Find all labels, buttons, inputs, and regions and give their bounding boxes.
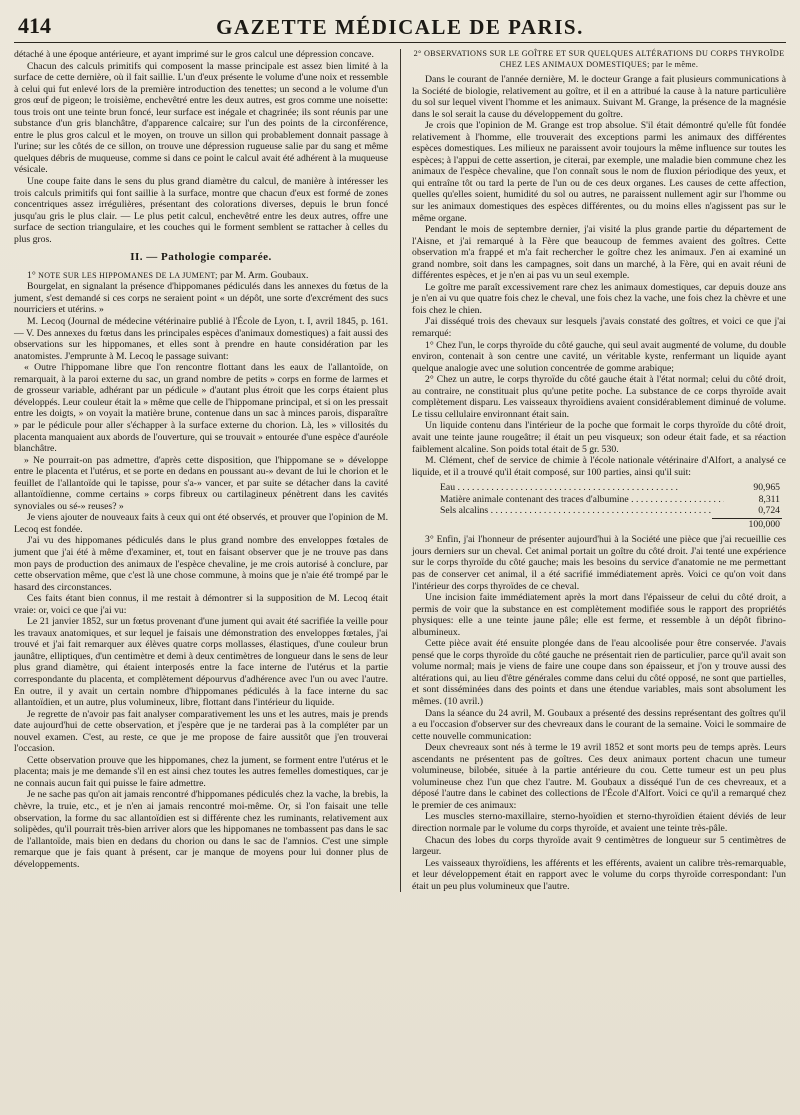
column-divider [400, 49, 401, 892]
paragraph: Chacun des lobes du corps thyroïde avait 9 centimètres de longueur sur 5 centimètres de largeur. [412, 834, 786, 858]
article-title [412, 49, 786, 70]
paragraph: M. Lecoq (Journal de médecine vétérinaire publié à l'École de Lyon, t. I, avril 1845, p. 161. — V. Des annexes du fœtus dans les principales espèces d'animaux domestiques) a fait aussi des observations sur les hippomanes, et elles sont à prendre en haute considération par les anatomistes. J'emprunte à M. Lecoq le passage suivant: [14, 316, 388, 362]
paragraph: Je crois que l'opinion de M. Grange est trop absolue. S'il était démontré qu'elle fût fondée relativement à l'homme, elle trouverait des exceptions parmi les animaux des différentes espèces domestiques. Les milieux ne paraissent avoir toujours la même influence sur toutes les espèces; à l'appui de cette assertion, je citerai, par exemple, une maladie bien commune chez les animaux de l'espèce chevaline, que l'on connaît sous le nom de fluxion périodique des yeux, et qui entraîne tôt ou tard la perte de l'un ou de ces deux organes. Les causes de cette affection, quelles qu'elles soient, humidité du sol ou autres, ne paraissent nullement agir sur l'homme ou sur les animaux domestiques des espèces différentes, ou du moins elles n'agissent pas sur le même organe. [412, 120, 786, 224]
right-column [409, 49, 786, 892]
paragraph: J'ai disséqué trois des chevaux sur lesquels j'avais constaté des goîtres, et voici ce que j'ai remarqué: [412, 316, 786, 340]
table-row [440, 482, 786, 494]
paragraph: détaché à une époque antérieure, et ayant imprimé sur le gros calcul une dépression concave. [14, 49, 374, 60]
paragraph: Le 21 janvier 1852, sur un fœtus provenant d'une jument qui avait été sacrifiée la veille pour les travaux anatomiques, et sur lequel je faisais une démonstration des enveloppes fœtales, j'ai trouvé et j'ai fait remarquer aux élèves quatre corps mollasses, élastiques, d'une couleur brun jaunâtre, elliptiques, d'un centimètre et demi à deux centimètres de longueur dans le sens de leur plus grand diamètre, qui étaient interposés entre la face interne de l'utérus et la partie correspondante du placenta, et complètement dépourvus d'adhérence avec l'un ou avec l'autre. En outre, il y avait un certain nombre d'hippomanes pédiculés à la face interne du sac allantoïdien, et un autre, plus volumineux, libre, flottant dans l'intérieur du liquide. [14, 616, 388, 709]
table-total-row [440, 519, 786, 531]
paragraph: 3° Enfin, j'ai l'honneur de présenter aujourd'hui à la Société une pièce que j'ai recueillie ces jours derniers sur un cheval. Cet animal portait un goître du côté droit. J'ai tenté une expérience sur le corps thyroïde du côté gauche; mais les besoins du service d'anatomie ne me permettant pas de conserver cet animal, il a été sacrifié immédiatement après. Voici ce qu'on voit dans l'intérieur des corps thyroïdes de ce cheval. [412, 534, 786, 592]
journal-title: GAZETTE MÉDICALE DE PARIS. [216, 15, 584, 39]
subhead-number: 1° [27, 269, 36, 281]
subhead-title: NOTE SUR LES HIPPOMANES DE LA JUMENT; [38, 270, 218, 280]
table-row-value: 8,311 [758, 493, 780, 505]
article-title-text: OBSERVATIONS SUR LE GOÎTRE ET SUR QUELQUES ALTÉRATIONS DU CORPS THYROÏDE CHEZ LES ANIMAUX DOMESTIQUES; [423, 49, 785, 69]
quote-paragraph: » Ne pourrait-on pas admettre, d'après cette disposition, que l'hippomane se » développe entre le placenta et l'utérus, et se porte en dedans en poussant au-» devant de lui le chorion et le feuillet de l'allantoïde qui le tapisse, pour s'a-» vancer, et par suite se détacher dans la cavité allantoïdienne, comme certains » corps fibreux ou cartilagineux pénètrent dans les cavités synoviales ou sé-» reuses? » [14, 454, 388, 512]
paragraph: 1° Chez l'un, le corps thyroïde du côté gauche, qui seul avait augmenté de volume, du double environ, contenait à son centre une cavité, un véritable kyste, renfermant un liquide ayant quelque analogie avec une solution concentrée de gomme arabique; [412, 339, 786, 374]
table-row-label: Matière animale contenant des traces d'albumine . . . [440, 494, 724, 506]
table-row-value: 90,965 [753, 482, 780, 494]
subhead-author: par M. Arm. Goubaux. [220, 269, 309, 281]
paragraph: Je viens ajouter de nouveaux faits à ceux qui ont été observés, et prouver que l'opinion de M. Lecoq est fondée. [14, 512, 388, 535]
paragraph: Les vaisseaux thyroïdiens, les afférents et les efférents, avaient un calibre très-remarquable, et leur développement était en rapport avec le volume du corps thyroïde correspondant: l'un était un peu plus volumineux que l'autre. [412, 857, 786, 892]
quote-paragraph: « Outre l'hippomane libre que l'on rencontre flottant dans les eaux de l'allantoïde, on remarquait, à la paroi externe du sac, un grand nombre de petits » corps en forme de larmes et de grosseur variable, adhérant par un pédicule » d'autant plus étroit que les corps étaient plus développés. Leur couleur était la » même que celle de l'hippomane principal, et si on les pressait entre les doigts, » on voyait la matière brune, contenue dans un sac à minces parois, disparaître » par le pédicule pour aller s'échapper à la surface externe du chorion. Là, les » villosités du placenta manquaient aux abords de l'ouverture, qui se trouvait » entourée d'une espèce d'auréole blanchâtre. [14, 362, 388, 455]
page-header [14, 12, 786, 43]
paragraph: Je ne sache pas qu'on ait jamais rencontré d'hippomanes pédiculés chez la vache, la brebis, la chèvre, la truie, etc., et je n'en ai jamais rencontré moi-même. Or, si l'on faisait une telle observation, la forme du sac allantoïdien est si différente chez les ruminants, relativement aux solipèdes, qu'il pourrait très-bien arriver alors que les hippomanes ne tombassent pas dans le sac de l'allantoïde, mais bien en dedans du chorion ou dans le sac de l'amnios. C'est une simple remarque que je fais quant à présent, car je manque de moyens pour lui donner plus de développements. [14, 789, 388, 870]
paragraph: J'ai vu des hippomanes pédiculés dans le plus grand nombre des enveloppes fœtales de jument que j'ai été à même d'examiner, et, tout en faisant observer que je ne trouve pas dans mon pays de production des animaux de l'espèce chevaline, je me crois autorisé à conclure, par cette observation même, que c'est là une chose commune, à moins que je n'aie été trompé par le hasard des circonstances. [14, 535, 388, 593]
paragraph: Dans la séance du 24 avril, M. Goubaux a présenté des dessins représentant des goîtres qu'il a eu l'occasion d'observer sur des chevreaux dans le courant de la semaine. Voici le sommaire de cette nouvelle communication: [412, 707, 786, 742]
analysis-table [440, 482, 786, 530]
article-subhead [14, 270, 388, 282]
article-title-author: par le même. [652, 59, 699, 69]
paragraph: Un liquide contenu dans l'intérieur de la poche que formait le corps thyroïde du côté droit, avait une teinte jaune rougeâtre; il était un peu visqueux; son odeur était fade, et sa réaction faiblement alcaline. Son poids total était de 5 gr. 530. [412, 420, 786, 455]
paragraph: Une incision faite immédiatement après la mort dans l'épaisseur de celui du côté droit, a permis de voir que la substance en est complètement modifiée sous le rapport des propriétés physiques: elle a une teinte jaune pâle; elle est ferme, et ressemble à un dépôt fibrino-albumineux. [412, 592, 786, 638]
table-row [440, 505, 786, 517]
table-row-value: 0,724 [758, 505, 780, 517]
paragraph: Dans le courant de l'année dernière, M. le docteur Grange a fait plusieurs communications à la Société de biologie, relativement au goître, et il en a attribué la cause à la nature particulière du sol sur lequel vivent l'homme et les animaux. Suivant M. Grange, la présence de la magnésie dans le sol serait la cause du développement du goître. [412, 74, 786, 120]
table-row [440, 494, 786, 506]
table-total-value: 100,000 [748, 518, 780, 530]
paragraph: Une coupe faite dans le sens du plus grand diamètre du calcul, de manière à intéresser les trois calculs primitifs qui font saillie à la surface, montre que chacun d'eux est formé de zones concentriques assez irrégulières, présentant des colorations diverses, depuis le brun foncé jusqu'au gris le plus clair. — Le plus petit calcul, enchevêtré entre les deux autres, offre une surface de section triangulaire, et les couches qui le forment semblent se rattacher à celles du plus gros. [14, 176, 388, 245]
paragraph: Ces faits étant bien connus, il me restait à démontrer si la supposition de M. Lecoq était vraie: or, voici ce que j'ai vu: [14, 593, 388, 616]
article-title-number: 2° [413, 49, 422, 58]
paragraph: Deux chevreaux sont nés à terme le 19 avril 1852 et sont morts peu de temps après. Leurs ascendants ne présentent pas de goîtres. Ces deux animaux portent chacun une tumeur volumineuse, bilobée, située à la partie antérieure du cou. Cette tumeur est un peu plus volumineuse chez l'un que chez l'autre. M. Goubaux a disséqué l'un de ces chevreaux, et a déposé l'autre dans le cabinet des collections de l'École d'Alfort. Voici ce qu'il a remarqué chez le premier de ces animaux: [412, 742, 786, 811]
section-heading: II. — Pathologie comparée. [130, 251, 272, 264]
page-number: 414 [18, 13, 51, 38]
left-column [14, 49, 391, 892]
paragraph: Cette observation prouve que les hippomanes, chez la jument, se forment entre l'utérus et le placenta; mais je me demande s'il en est ainsi chez toutes les autres femelles domestiques, car je ne connais aucun fait qui puisse le faire admettre. [14, 754, 388, 789]
table-row-label: Eau . . . [440, 482, 724, 494]
paragraph: M. Clément, chef de service de chimie à l'école nationale vétérinaire d'Alfort, a analysé ce liquide, et il a trouvé qu'il était composé, sur 100 parties, ainsi qu'il suit: [412, 455, 786, 478]
paragraph: Pendant le mois de septembre dernier, j'ai visité la plus grande partie du département de l'Aisne, et j'ai remarqué à la Fère que beaucoup de femmes avaient des goîtres. Cette observation m'a frappé et m'a fait rechercher le goître chez les animaux. J'en ai examiné un grand nombre, soit dans les campagnes, soit dans un marché, à la Fère, qui en avait réuni de différentes espèces, et je n'en ai pas vu un seul exemple. [412, 224, 786, 282]
paragraph: 2° Chez un autre, le corps thyroïde du côté gauche était à l'état normal; celui du côté droit, au contraire, ne constituait plus qu'une petite poche. La substance de ce corps thyroïde avait complètement disparu. Les vaisseaux thyroïdiens avaient considérablement diminué de volume. Le tissu cellulaire environnant était sain. [412, 374, 786, 420]
paragraph: Chacun des calculs primitifs qui composent la masse principale est assez bien limité à la surface de cette dernière, où il fait saillie. L'un d'eux présente le volume d'une noix et ressemble à celui qui fut enlevé lors de la première introduction des tenettes; un second a le volume d'un gros œuf de pigeon; le troisième, enchevêtré entre les deux autres, est gros comme une noisette: tous trois ont une teinte brun foncé, leur surface est inégale et chagrinée; ils sont réunis par une substance d'un gris blanchâtre, d'apparence calcaire; sur l'un des points de la circonférence, entre le plus gros calcul et le moyen, on trouve un sillon qui probablement donnait passage à l'urine; sur les côtés de ce sillon, on trouve une dépression rugueuse salie par du sang et même quelques débris de muqueuse, comme si dans ce point le calcul avait été adhérent à la muqueuse vésicale. [14, 60, 388, 176]
paragraph: Le goître me paraît excessivement rare chez les animaux domestiques, car depuis douze ans je n'en ai vu que quatre fois chez le cheval, une fois chez la vache, une fois chez la chèvre et une fois chez le chien. [412, 281, 786, 316]
table-row-label: Sels alcalins . . . [440, 505, 724, 517]
paragraph: Bourgelat, en signalant la présence d'hippomanes pédiculés dans les annexes du fœtus de la jument, s'est demandé si ces corps ne seraient point « un dépôt, une sorte d'excrément des sucs nourriciers et utérins. » [14, 281, 388, 316]
paragraph: Cette pièce avait été ensuite plongée dans de l'eau alcoolisée pour être conservée. J'avais pensé que le corps thyroïde du côté gauche ne présentait rien de particulier, parce qu'il avait son volume normal; mais je viens de faire une coupe dans son épaisseur, et j'on y trouve aussi des altérations qui, au lieu d'être générales comme dans celui du côté opposé, ne sont que partielles, et sont disséminées dans des points et dans une étendue variables, mais sont absolument les mêmes. (10 avril.) [412, 638, 786, 707]
columns [14, 49, 786, 892]
paragraph: Les muscles sterno-maxillaire, sterno-hyoïdien et sterno-thyroïdien étaient déviés de leur direction normale par le volume du corps thyroïde, et avaient une teinte très-pâle. [412, 811, 786, 834]
paragraph: Je regrette de n'avoir pas fait analyser comparativement les uns et les autres, mais je prends date aujourd'hui de cette observation, et j'espère que je ne tarderai pas à la compléter par un nouvel examen. C'est, au reste, ce que je me propose de faire aussitôt que j'en trouverai l'occasion. [14, 708, 388, 755]
